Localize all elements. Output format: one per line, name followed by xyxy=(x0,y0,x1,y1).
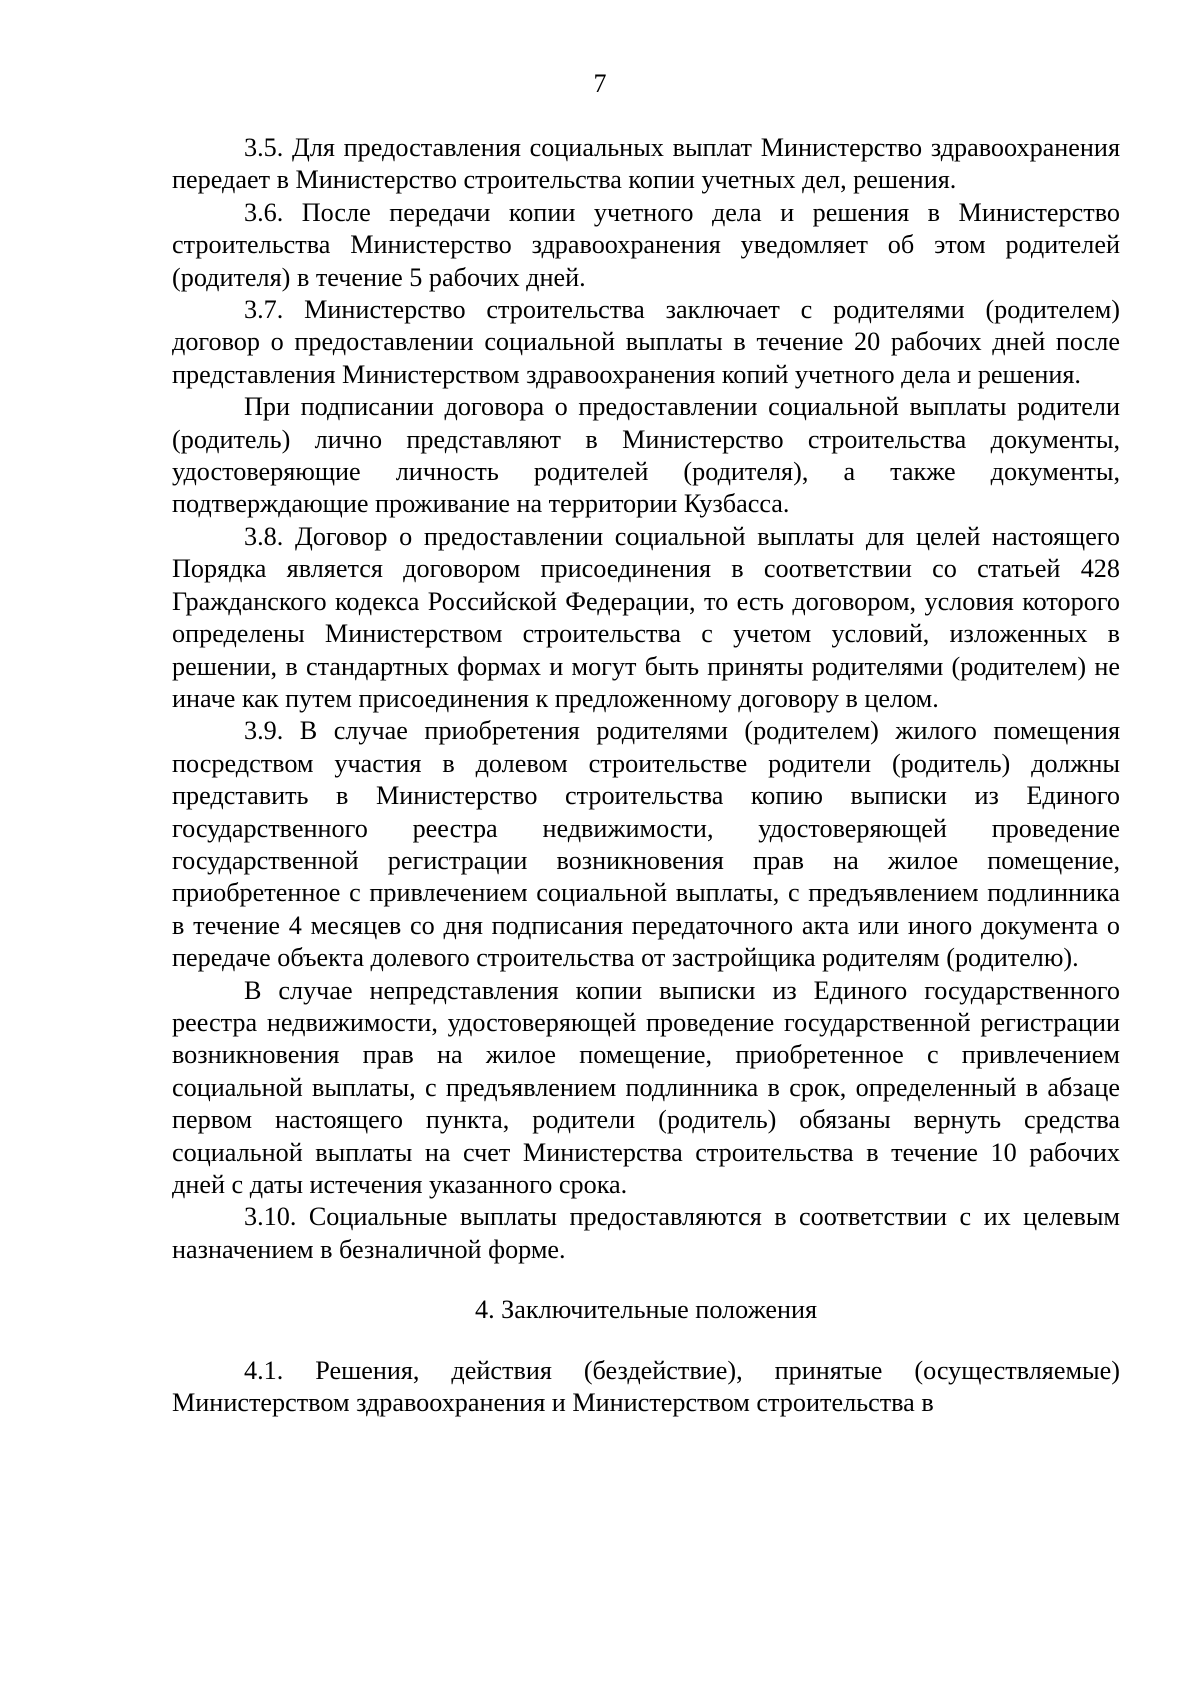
paragraph-3-9-nonsubmission: В случае непредставления копии выписки из Единого государственного реестра недвижимости, удостоверяющей проведение государственной регистрации возникновения прав на жилое помещение, приобретенное с привлечением социальной выплаты, с предъявлением подлинника в срок, определенный в абзаце первом настоящего пункта, родители (родитель) обязаны вернуть средства социальной выплаты на счет Министерства строительства в течение 10 рабочих дней с даты истечения указанного срока. xyxy=(172,975,1120,1199)
paragraph-3-7: 3.7. Министерство строительства заключает с родителями (родителем) договор о предоставлении социальной выплаты в течение 20 рабочих дней после представления Министерством здравоохранения копий учетного дела и решения. xyxy=(172,295,1120,389)
paragraph-3-10: 3.10. Социальные выплаты предоставляются в соответствии с их целевым назначением в безналичной форме. xyxy=(172,1202,1120,1264)
paragraph-3-6: 3.6. После передачи копии учетного дела и решения в Министерство строительства Министерство здравоохранения уведомляет об этом родителей (родителя) в течение 5 рабочих дней. xyxy=(172,197,1120,292)
paragraph-3-7-signing: При подписании договора о предоставлении социальной выплаты родители (родитель) лично представляют в Министерство строительства документы, удостоверяющие личность родителей (родителя), а также документы, подтверждающие проживание на территории Кузбасса. xyxy=(172,392,1120,519)
page-number: 7 xyxy=(593,69,607,98)
paragraph-4-1: 4.1. Решения, действия (бездействие), принятые (осуществляемые) Министерством здравоохранения и Министерством строительства в xyxy=(172,1355,1120,1418)
paragraph-3-5: 3.5. Для предоставления социальных выплат Министерство здравоохранения передает в Министерство строительства копии учетных дел, решения. xyxy=(172,133,1120,195)
section-heading: 4. Заключительные положения xyxy=(474,1295,818,1325)
paragraph-3-9: 3.9. В случае приобретения родителями (родителем) жилого помещения посредством участия в долевом строительстве родители (родитель) должны представить в Министерство строительства копию выписки из Единого государственного реестра недвижимости, удостоверяющей проведение государственной регистрации возникновения прав на жилое помещение, приобретенное с привлечением социальной выплаты, с предъявлением подлинника в течение 4 месяцев со дня подписания передаточного акта или иного документа о передаче объекта долевого строительства от застройщика родителям (родителю). xyxy=(172,716,1120,973)
document-body xyxy=(172,132,1120,1419)
paragraph-3-8: 3.8. Договор о предоставлении социальной выплаты для целей настоящего Порядка является договором присоединения в соответствии со статьей 428 Гражданского кодекса Российской Федерации, то есть договором, условия которого определены Министерством строительства с учетом условий, изложенных в решении, в стандартных формах и могут быть приняты родителями (родителем) не иначе как путем присоединения к предложенному договору в целом. xyxy=(172,521,1120,713)
